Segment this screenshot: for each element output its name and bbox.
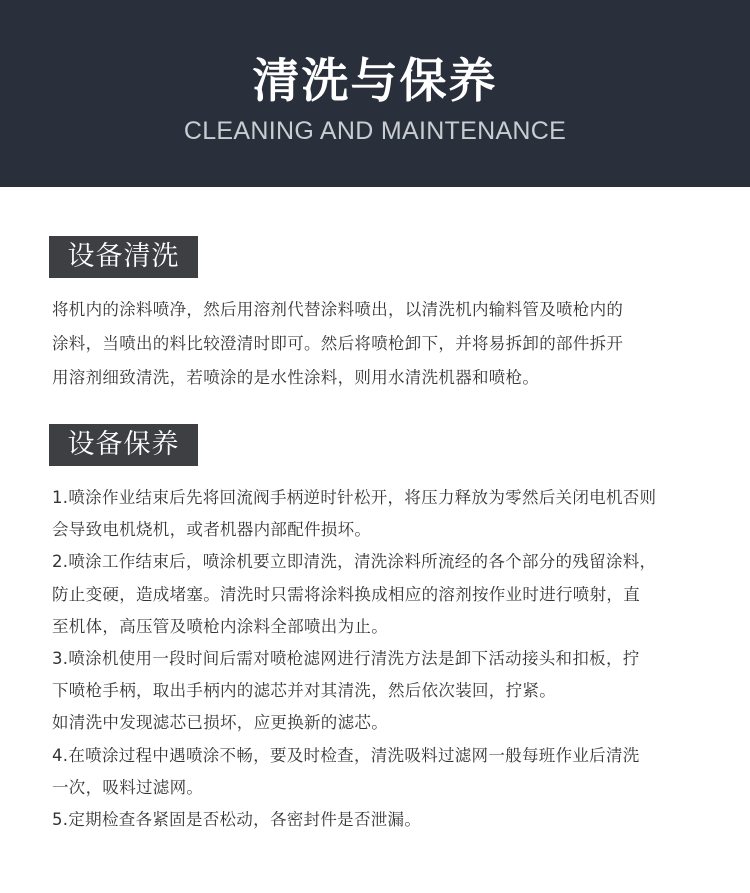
text-line: 2.喷涂工作结束后，喷涂机要立即清洗，清洗涂料所流经的各个部分的残留涂料， — [52, 552, 657, 572]
text-line: 3.喷涂机使用一段时间后需对喷枪滤网进行清洗方法是卸下活动接头和扣板，拧 — [52, 649, 640, 669]
text-line: 会导致电机烧机，或者机器内部配件损坏。 — [52, 520, 372, 540]
section-heading-cleaning: 设备清洗 — [49, 236, 198, 278]
text-line: 涂料，当喷出的料比较澄清时即可。然后将喷枪卸下，并将易拆卸的部件拆开 — [52, 334, 624, 353]
text-line: 至机体，高压管及喷枪内涂料全部喷出为止。 — [52, 616, 388, 636]
text-line: 用溶剂细致清洗，若喷涂的是水性涂料，则用水清洗机器和喷枪。 — [52, 368, 540, 387]
text-line: 4.在喷涂过程中遇喷涂不畅，要及时检查，清洗吸料过滤网一般每班作业后清洗 — [52, 745, 640, 765]
text-line: 1.喷涂作业结束后先将回流阀手柄逆时针松开，将压力释放为零然后关闭电机否则 — [52, 488, 657, 507]
text-line: 5.定期检查各紧固是否松动，各密封件是否泄漏。 — [52, 810, 422, 830]
text-line: 将机内的涂料喷净，然后用溶剂代替涂料喷出，以清洗机内输料管及喷枪内的 — [52, 300, 624, 319]
text-line: 下喷枪手柄，取出手柄内的滤芯并对其清洗，然后依次装回，拧紧。 — [52, 681, 556, 701]
maintenance-paragraph — [52, 482, 732, 836]
cleaning-paragraph — [52, 293, 732, 395]
page-title: 清洗与保养 — [252, 54, 498, 109]
section-heading-maintenance: 设备保养 — [49, 424, 198, 466]
text-line: 一次，吸料过滤网。 — [52, 777, 204, 797]
page-subtitle: CLEANING AND MAINTENANCE — [183, 117, 567, 145]
text-line: 如清洗中发现滤芯已损坏，应更换新的滤芯。 — [52, 713, 388, 733]
header-banner — [0, 0, 750, 187]
text-line: 防止变硬，造成堵塞。清洗时只需将涂料换成相应的溶剂按作业时进行喷射，直 — [52, 584, 640, 604]
